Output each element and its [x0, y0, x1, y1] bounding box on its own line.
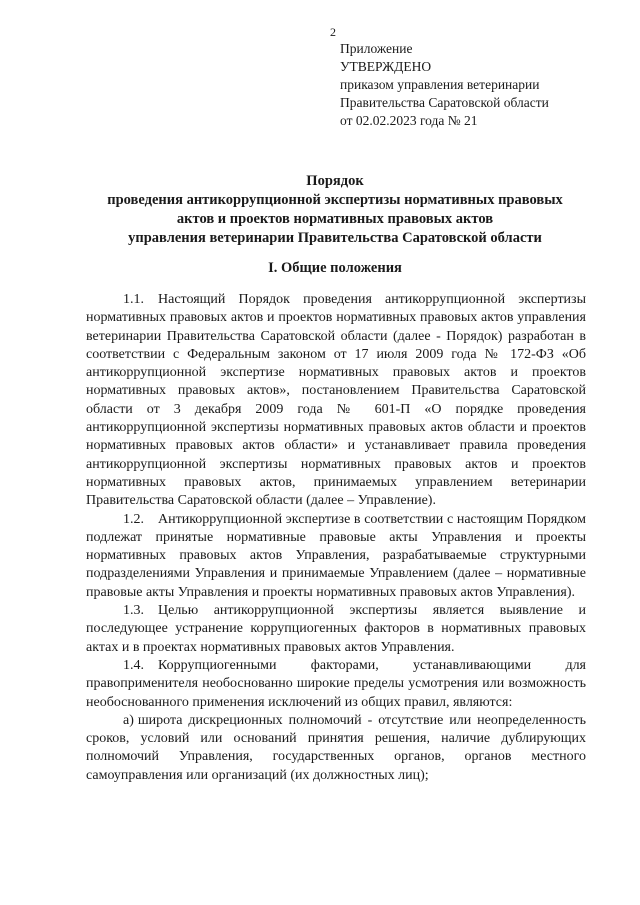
approval-stamp: [340, 40, 549, 130]
approval-line-order: приказом управления ветеринарии: [340, 77, 540, 92]
paragraph-1-3: [86, 602, 586, 657]
approval-line-date: от 02.02.2023 года № 21: [340, 113, 478, 128]
paragraph-1-4: [86, 657, 586, 712]
title-line-4: управления ветеринарии Правительства Саратовской области: [128, 230, 542, 246]
document-body: [86, 291, 586, 785]
paragraph-1-2: [86, 511, 586, 602]
paragraph-text: Целью антикоррупционной экспертизы является выявление и последующее устранение коррупциогенных факторов в нормативных правовых актах и в проектах нормативных правовых актов Управления.: [86, 603, 586, 655]
paragraph-text: Коррупциогенными факторами, устанавливающими для правоприменителя необоснованно широкие пределы усмотрения или возможность необоснованного применения исключений из общих правил, являются:: [86, 657, 586, 710]
paragraph-number: 1.1.: [123, 292, 144, 307]
list-item-a: [86, 712, 586, 785]
approval-line-appendix: Приложение: [340, 41, 413, 56]
approval-line-approved: УТВЕРЖДЕНО: [340, 59, 432, 74]
document-title: [85, 172, 585, 248]
paragraph-text: Антикоррупционной экспертизе в соответствии с настоящим Порядком подлежат принятые нормативные правовые акты Управления и проекты нормативных правовых актов Управления, разрабатываемые структурными подразделениями Управления и принимаемые Управлением (далее – нормативные правовые акты Управления и проекты нормативных правовых актов Управления).: [86, 511, 586, 600]
title-line-1: Порядок: [306, 173, 364, 189]
section-heading: I. Общие положения: [268, 260, 402, 276]
approval-line-government: Правительства Саратовской области: [340, 95, 549, 110]
paragraph-text: широта дискреционных полномочий - отсутствие или неопределенность сроков, условий или оснований принятия решения, наличие дублирующих полномочий Управления, государственных органов, органов местного самоуправления или организаций (их должностных лиц);: [86, 712, 586, 783]
paragraph-number: 1.2.: [123, 511, 144, 527]
paragraph-number: 1.4.: [123, 657, 144, 673]
paragraph-1-1: [86, 291, 586, 511]
title-line-2: проведения антикоррупционной экспертизы нормативных правовых: [107, 192, 563, 208]
paragraph-number: 1.3.: [123, 603, 144, 619]
paragraph-text: Настоящий Порядок проведения антикоррупционной экспертизы нормативных правовых актов и проектов нормативных правовых актов управления ветеринарии Правительства Саратовской области (далее - Порядок) разработан в соответствии с Федеральным законом от 17 июля 2009 года № 172-ФЗ «Об антикоррупционной экспертизе нормативных правовых актов и проектов нормативных правовых актов», постановлением Правительства Саратовской области от 3 декабря 2009 года № 601-П «О порядке проведения антикоррупционной экспертизы нормативных правовых актов области и проектов нормативных правовых актов области» и устанавливает правила проведения антикоррупционной экспертизы нормативных правовых актов и проектов нормативных правовых актов, принимаемых управлением ветеринарии Правительства Саратовской области (далее – Управление).: [86, 292, 586, 509]
page-number: 2: [330, 25, 336, 39]
title-line-3: актов и проектов нормативных правовых актов: [176, 211, 494, 227]
list-item-letter: а): [123, 712, 134, 728]
